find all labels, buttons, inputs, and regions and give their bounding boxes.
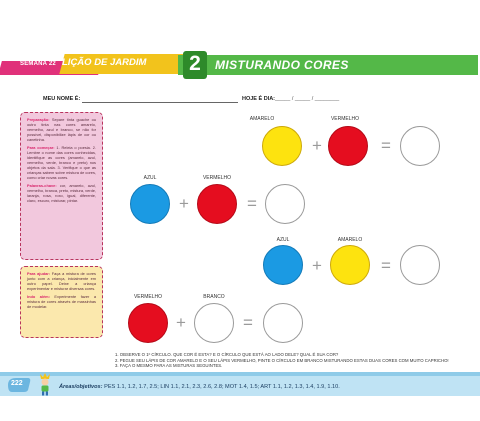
mix3-plus-sign: + [312, 256, 322, 275]
mix2-blue-circle [130, 184, 170, 224]
mix2-red-circle [197, 184, 237, 224]
mix4-color-a-label: VERMELHO [133, 294, 163, 300]
mix3-color-a-label: AZUL [276, 237, 290, 243]
teacher-notes-box [20, 112, 103, 260]
mix4-white-circle [194, 303, 234, 343]
mix1-color-a-label: AMARELO [249, 116, 275, 122]
mix3-blue-circle [263, 245, 303, 285]
instructions-list [115, 352, 480, 369]
instruction-item: 3. FAÇA O MESMO PARA AS MISTURAS SEGUINTES. [115, 363, 223, 369]
mix2-result-circle[interactable] [265, 184, 305, 224]
mix4-result-circle[interactable] [263, 303, 303, 343]
mix4-equals-sign: = [243, 313, 253, 332]
areas-objectives: Áreas/objetivos: PES 1.1, 1.2, 1.7, 2.5; LIN 1.1, 2.1, 2.3, 2.6, 2.8; MOT 1.4, 1.5; ART 1.1, 1.2, 1.3, 1.4, 1.9, 1.10. [59, 384, 340, 390]
mix1-plus-sign: + [312, 136, 322, 155]
instruction-item: 2. PEGUE SEU LÁPIS DE COR AMARELO E O SEU LÁPIS VERMELHO, PINTE O CÍRCULO EM BRANCO MISTURANDO ESTAS DUAS CORES COM MUITO CAPRICHO! [115, 357, 449, 363]
notes-keywords: Palavras-chave: cor, amarelo, azul, vermelho, branca, preto, mistura, verde, laranja, rosa, roxo, igual, diferente, claro, escuro, misturar, pintar. [27, 183, 96, 203]
mix3-equals-sign: = [381, 256, 391, 275]
mix3-color-b-label: AMARELO [337, 237, 363, 243]
mix2-plus-sign: + [179, 194, 189, 213]
name-label: MEU NOME É: [43, 96, 81, 102]
notes-help: Para ajudar: Faça a mistura de cores junto com a criança, inicialmente em outro papel. Deixe a criança experimentar e misturar diversas cores. [27, 271, 96, 291]
mix1-equals-sign: = [381, 136, 391, 155]
date-field[interactable]: _____ / _____ / ________ [275, 96, 340, 102]
mix3-yellow-circle [330, 245, 370, 285]
mix4-color-b-label: BRANCO [203, 294, 225, 300]
mix2-equals-sign: = [247, 194, 257, 213]
mix4-red-circle [128, 303, 168, 343]
activity-number: 2 [189, 52, 201, 75]
date-label: HOJE É DIA: [242, 96, 276, 102]
mix1-red-circle [328, 126, 368, 166]
notes-start: Para começar: 1. Releia o poesia. 2. Lembre o nome das cores conhecidas, identifique as cores (amarelo, azul, vermelho, verde, branco e preto) nos objetos da sala. 3. Verifique o que as crianças sabem sobre mistura de cores, como criar novas cores. [27, 145, 96, 180]
mix4-plus-sign: + [176, 313, 186, 332]
helper-notes-box [20, 266, 103, 338]
page-title: MISTURANDO CORES [215, 58, 349, 72]
page-number: 222 [11, 380, 23, 387]
instruction-item: 1. OBSERVE O 1º CÍRCULO. QUE COR É ESTA? E O CÍRCULO QUE ESTÁ AO LADO DELE? QUAL É SUA COR? [115, 352, 339, 357]
mix3-result-circle[interactable] [400, 245, 440, 285]
child-figure-icon [36, 372, 54, 396]
mix1-yellow-circle [262, 126, 302, 166]
name-field[interactable] [82, 102, 238, 103]
notes-preparation: Preparação: Separe tinta guache ou outro tinta nas cores amarelo, vermelho, azul e branco, se não for possível, disponibilize lápis de cor ou canetinha. [27, 117, 96, 142]
notes-beyond: Indo além: Experimente fazer a mistura de cores através de massinhas de modelar. [27, 294, 96, 309]
week-label: SEMANA 22 [20, 61, 56, 67]
mix1-color-b-label: VERMELHO [330, 116, 360, 122]
mix2-color-b-label: VERMELHO [202, 175, 232, 181]
lesson-label: LIÇÃO DE JARDIM [62, 57, 147, 68]
mix1-result-circle[interactable] [400, 126, 440, 166]
footer-stripe [0, 372, 480, 376]
mix2-color-a-label: AZUL [143, 175, 157, 181]
